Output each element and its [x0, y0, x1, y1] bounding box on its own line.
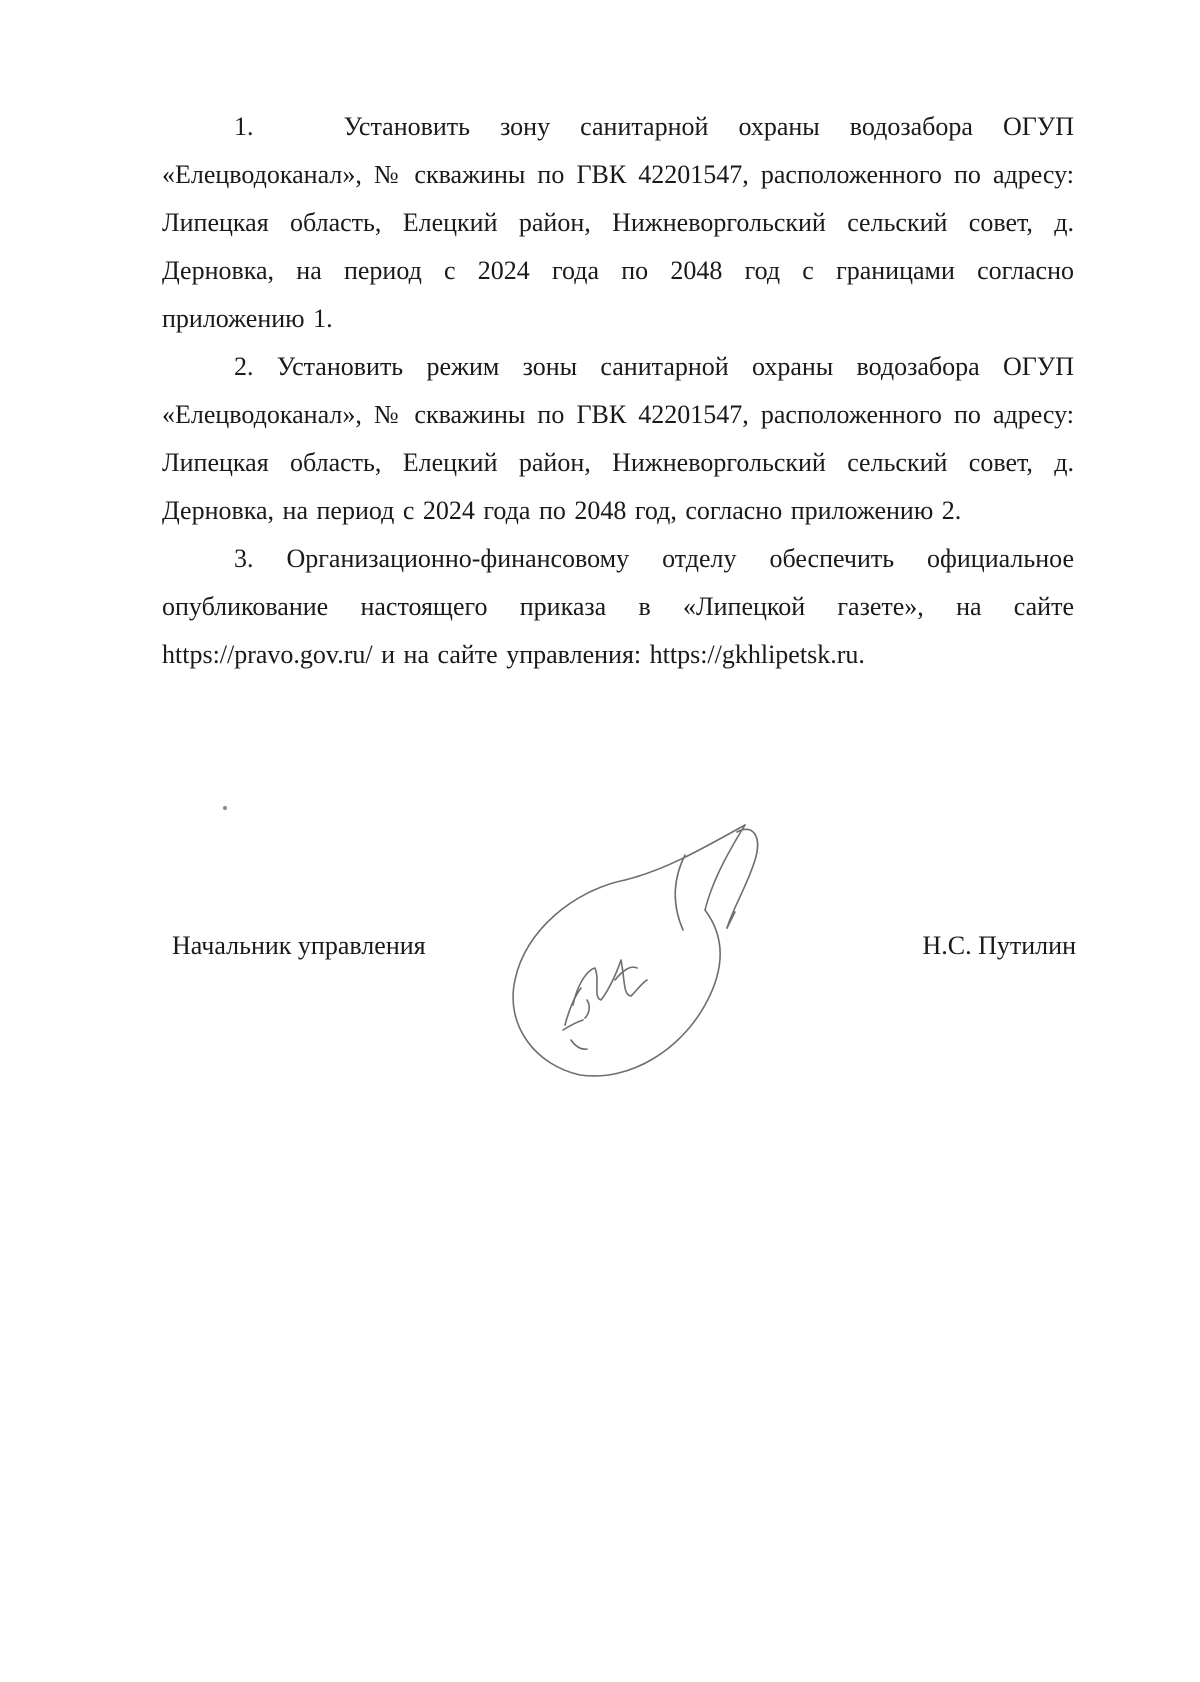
paragraph-2: 2. Установить режим зоны санитарной охраны водозабора ОГУП «Елецводоканал», № скважины по ГВК 42201547, расположенного по адресу: Липецкая область, Елецкий район, Нижневоргольский сельский совет, д. Дерновка, на период с 2024 года по 2048 год, согласно приложению 2.	[162, 352, 1074, 525]
paragraph-3: 3. Организационно-финансовому отделу обеспечить официальное опубликование настоящего приказа в «Липецкой газете», на сайте https://pravo.gov.ru/ и на сайте управления: https://gkhlipetsk.ru.	[162, 544, 1074, 669]
handwritten-signature-icon	[505, 820, 805, 1090]
paragraph-1: 1. Установить зону санитарной охраны водозабора ОГУП «Елецводоканал», № скважины по ГВК 42201547, расположенного по адресу: Липецкая область, Елецкий район, Нижневоргольский сельский совет, д. Дерновка, на период с 2024 года по 2048 год с границами согласно приложению 1.	[162, 112, 1074, 333]
signatory-title: Начальник управления	[172, 931, 426, 960]
signatory-name: Н.С. Путилин	[922, 931, 1076, 960]
